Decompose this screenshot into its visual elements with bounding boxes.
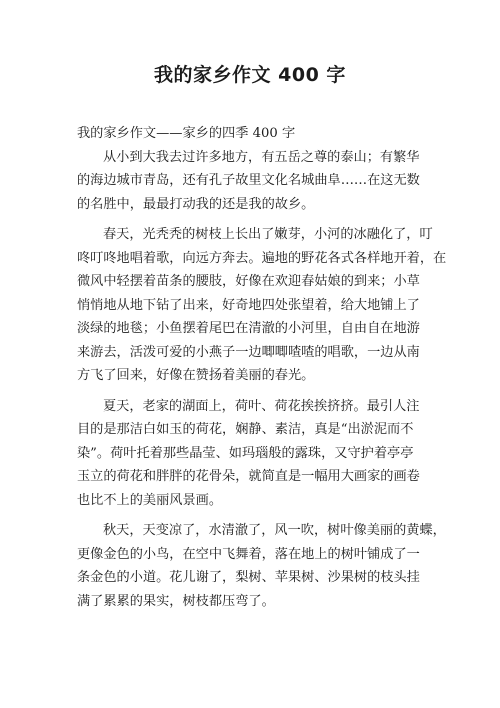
document-body (77, 122, 447, 613)
paragraph-line: 目的是那洁白如玉的荷花，娴静、素洁，真是“出淤泥而不 (77, 422, 414, 437)
paragraph-line: 从小到大我去过许多地方，有五岳之尊的泰山；有繁华 (103, 149, 420, 165)
paragraph-autumn (77, 519, 446, 613)
paragraph-line: 的名胜中，最最打动我的还是我的故乡。 (77, 196, 315, 212)
paragraph-line: 咚叮咚地唱着歌，向远方奔去。遍地的野花各式各样地开着，在 (77, 250, 447, 266)
document-subtitle: 我的家乡作文——家乡的四季 400 字 (77, 126, 296, 141)
paragraph-line: 夏天，老家的湖面上，荷叶、荷花挨挨挤挤。最引人注 (103, 398, 420, 414)
paragraph-line: 微风中轻摆着苗条的腰肢，好像在欢迎春姑娘的到来；小草 (77, 274, 420, 289)
paragraph-line: 春天，光秃秃的树枝上长出了嫩芽，小河的冰融化了，叮 (103, 227, 433, 242)
paragraph-line: 秋天，天变凉了，水清澈了，风一吹，树叶像美丽的黄蝶， (103, 523, 446, 538)
paragraph-line: 方飞了回来，好像在赞扬着美丽的春光。 (77, 368, 315, 383)
paragraph-intro (77, 146, 437, 217)
paragraph-spring (77, 223, 447, 388)
paragraph-line: 的海边城市青岛，还有孔子故里文化名城曲阜……在这无数 (77, 173, 420, 188)
paragraph-line: 淡绿的地毯；小鱼摆着尾巴在清澈的小河里，自由自在地游 (77, 321, 420, 336)
paragraph-line: 也比不上的美丽风景画。 (77, 492, 223, 508)
paragraph-line: 悄悄地从地下钻了出来，好奇地四处张望着，给大地铺上了 (77, 297, 420, 313)
paragraph-line: 条金色的小道。花儿谢了，梨树、苹果树、沙果树的枝头挂 (77, 570, 420, 585)
paragraph-summer (77, 395, 437, 513)
paragraph-line: 染”。荷叶托着那些晶莹、如玛瑙般的露珠，又守护着亭亭 (77, 445, 414, 461)
paragraph-line: 来游去，活泼可爱的小燕子一边唧唧喳喳的唱歌，一边从南 (77, 344, 420, 360)
paragraph-line: 更像金色的小鸟，在空中飞舞着，落在地上的树叶铺成了一 (77, 546, 420, 562)
paragraph-line: 玉立的荷花和胖胖的花骨朵，就简直是一幅用大画家的画卷 (77, 469, 420, 484)
document-title: 我的家乡作文 400 字 (154, 64, 346, 86)
paragraph-line: 满了累累的果实，树枝都压弯了。 (77, 593, 275, 609)
